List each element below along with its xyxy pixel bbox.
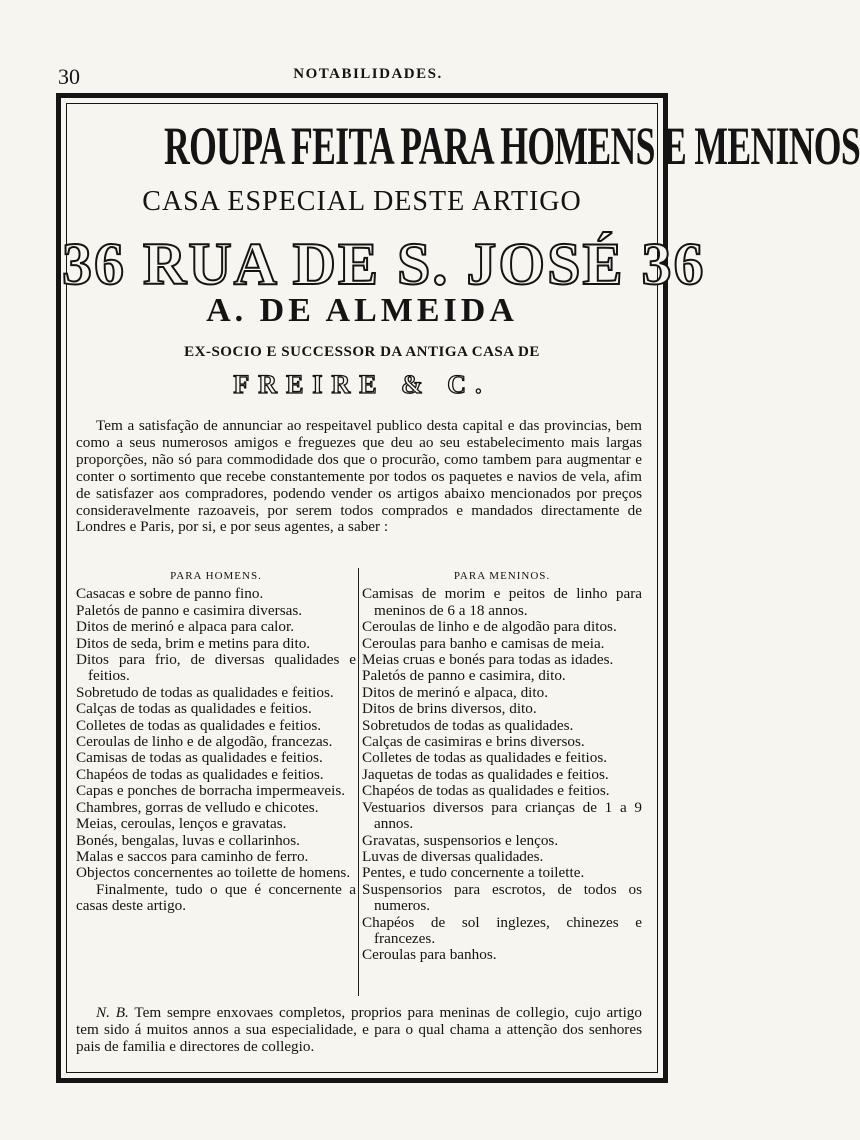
list-item: Pentes, e tudo concernente a toilette. bbox=[362, 864, 585, 882]
list-item: Ceroulas para banhos. bbox=[362, 946, 497, 964]
list-item: Chapéos de todas as qualidades e feitios. bbox=[362, 782, 610, 800]
boys-column bbox=[362, 568, 642, 964]
list-item: Ditos de seda, brim e metins para dito. bbox=[76, 634, 311, 652]
men-column bbox=[76, 568, 356, 915]
column-divider bbox=[358, 568, 359, 996]
list-item: Paletós de panno e casimira diversas. bbox=[76, 601, 303, 619]
list-item: Capas e ponches de borracha impermeaveis. bbox=[76, 782, 346, 800]
list-item: Ceroulas para banho e camisas de meia. bbox=[362, 634, 605, 652]
list-item: Meias, ceroulas, lenços e gravatas. bbox=[76, 815, 287, 833]
list-item: Suspensorios para escrotos, de todos os numeros. bbox=[362, 880, 642, 915]
list-item: Jaquetas de todas as qualidades e feitios. bbox=[362, 765, 609, 783]
list-item: Colletes de todas as qualidades e feitios. bbox=[362, 749, 608, 767]
list-item: Chapéos de sol inglezes, chinezes e francezes. bbox=[362, 913, 642, 947]
advert-firm-name: FREIRE & C. bbox=[233, 370, 491, 399]
list-item: Objectos concernentes ao toilette de homens. bbox=[76, 864, 351, 882]
list-item: Vestuarios diversos para crianças de 1 a 9 annos. bbox=[362, 798, 642, 833]
list-item: Ceroulas de linho e de algodão para ditos. bbox=[362, 618, 617, 636]
list-item: Sobretudo de todas as qualidades e feitios. bbox=[76, 683, 334, 701]
list-item: Paletós de panno e casimira, dito. bbox=[362, 667, 566, 685]
list-item: Ceroulas de linho e de algodão, francezas. bbox=[76, 733, 333, 751]
advert-proprietor: A. DE ALMEIDA bbox=[206, 292, 518, 329]
list-item: Camisas de morim e peitos de linho para meninos de 6 a 18 annos. bbox=[362, 585, 642, 619]
boys-column-title: PARA MENINOS. bbox=[453, 570, 551, 582]
men-column-title: PARA HOMENS. bbox=[170, 570, 262, 582]
advert-ex-socio: EX-SOCIO E SUCCESSOR DA ANTIGA CASA DE bbox=[184, 344, 540, 360]
advert-subhead: CASA ESPECIAL DESTE ARTIGO bbox=[142, 186, 582, 217]
list-item: Malas e saccos para caminho de ferro. bbox=[76, 847, 309, 865]
list-item: Ditos de merinó e alpaca, dito. bbox=[362, 683, 548, 701]
nota-bene-label: N. B. bbox=[96, 1004, 129, 1021]
advert-headline: ROUPA FEITA PARA HOMENS E MENINOS bbox=[163, 116, 860, 176]
list-item: Luvas de diversas qualidades. bbox=[362, 847, 544, 865]
list-item: Ditos de brins diversos, dito. bbox=[362, 700, 537, 718]
list-item: Chapéos de todas as qualidades e feitios. bbox=[76, 765, 324, 783]
nota-bene-text: Tem sempre enxovaes completos, proprios para meninas de collegio, cujo artigo tem sido á muitos annos a sua especialidade, e para o qual chama a attenção dos senhores pais de familia e directores de collegio. bbox=[76, 1004, 642, 1055]
list-item: Ditos para frio, de diversas qualidades e feitios. bbox=[76, 651, 356, 685]
page-number: 30 bbox=[58, 64, 80, 89]
list-item: Casacas e sobre de panno fino. bbox=[76, 585, 264, 603]
list-item: Bonés, bengalas, luvas e collarinhos. bbox=[76, 831, 300, 849]
list-item: Colletes de todas as qualidades e feitios. bbox=[76, 716, 322, 734]
list-item: Camisas de todas as qualidades e feitios. bbox=[76, 749, 323, 767]
list-item: Chambres, gorras de velludo e chicotes. bbox=[76, 798, 319, 816]
list-item: Calças de casimiras e brins diversos. bbox=[362, 733, 585, 751]
list-item: Gravatas, suspensorios e lenços. bbox=[362, 831, 559, 849]
men-closing-text: Finalmente, tudo o que é concernente a casas deste artigo. bbox=[76, 880, 356, 915]
running-head: NOTABILIDADES. bbox=[293, 66, 443, 82]
list-item: Sobretudos de todas as qualidades. bbox=[362, 716, 574, 734]
list-item: Meias cruas e bonés para todas as idades. bbox=[362, 651, 614, 669]
list-item: Calças de todas as qualidades e feitios. bbox=[76, 700, 312, 718]
advert-intro-paragraph: Tem a satisfação de annunciar ao respeitavel publico desta capital e das provincias, bem como a seus numerosos amigos e freguezes que deu ao seu estabelecimento mais largas proporções, não só para commodidade dos que o procurão, como tambem para augmentar e conter o sortimento que recebe constantemente por todos os paquetes e navios de vela, afim de satisfazer aos compradores, podendo vender os artigos abaixo mencionados por preços consideravelmente razoaveis, por serem todos comprados e mandados directamente de Londres e Paris, por si, e por seus agentes, a saber : bbox=[76, 417, 642, 536]
nota-bene-paragraph bbox=[76, 1004, 642, 1055]
list-item: Ditos de merinó e alpaca para calor. bbox=[76, 618, 295, 636]
advert-address: 36 RUA DE S. JOSÉ 36 bbox=[62, 231, 706, 297]
